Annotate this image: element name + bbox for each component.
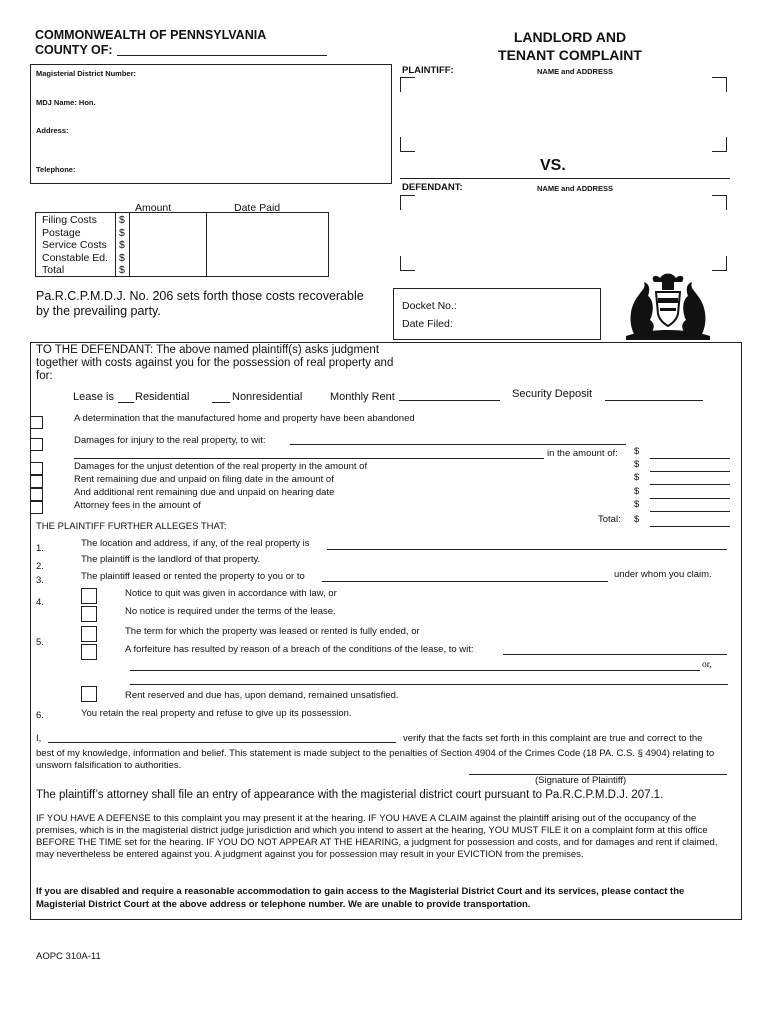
detention-amount-field[interactable] xyxy=(650,471,730,472)
attorney-fees-checkbox[interactable] xyxy=(30,501,43,514)
in-amount-of-label: in the amount of: xyxy=(547,448,618,459)
verification-i: I, xyxy=(36,733,42,744)
dollar-sign: $ xyxy=(634,446,640,457)
address-label: Address: xyxy=(36,126,69,135)
mdj-name-label: MDJ Name: Hon. xyxy=(36,98,96,107)
damages-injury-checkbox[interactable] xyxy=(30,438,43,451)
plaintiff-field[interactable] xyxy=(400,82,726,148)
alleges-heading: THE PLAINTIFF FURTHER ALLEGES THAT: xyxy=(36,521,227,532)
vs-divider xyxy=(400,178,730,179)
forfeiture-checkbox[interactable] xyxy=(81,644,97,660)
form-title-line1: LANDLORD AND xyxy=(513,29,627,45)
defendant-name-address-label: NAME and ADDRESS xyxy=(537,184,613,193)
defendant-field[interactable] xyxy=(400,200,726,266)
item-number: 2. xyxy=(36,561,44,572)
docket-label: Docket No.: xyxy=(402,300,457,312)
item4a-label: Notice to quit was given in accordance with law, or xyxy=(125,588,337,599)
item1-label: The location and address, if any, of the real property is xyxy=(81,538,310,549)
cost-row-label: Total xyxy=(42,264,65,276)
injury-amount-field[interactable] xyxy=(650,458,730,459)
monthly-rent-label: Monthly Rent xyxy=(330,391,395,403)
cost-row-label: Postage xyxy=(42,226,81,239)
residential-label: Residential xyxy=(135,391,190,403)
rent-due-label: Rent remaining due and unpaid on filing date in the amount of xyxy=(74,474,334,485)
dollar-sign: $ xyxy=(634,499,640,510)
abandoned-label: A determination that the manufactured home and property have been abandoned xyxy=(74,413,415,424)
court-info-box xyxy=(30,64,392,184)
forfeiture-reason-field-2[interactable] xyxy=(130,670,700,671)
county-label: COUNTY OF: xyxy=(35,43,113,57)
security-deposit-field[interactable] xyxy=(605,400,703,401)
nonresidential-blank[interactable] xyxy=(212,402,230,403)
item5a-label: The term for which the property was leased or rented is fully ended, or xyxy=(125,626,420,637)
unjust-detention-checkbox[interactable] xyxy=(30,462,43,475)
no-notice-checkbox[interactable] xyxy=(81,606,97,622)
cost-amount-fields[interactable] xyxy=(130,213,206,274)
attorney-notice: The plaintiff’s attorney shall file an entry of appearance with the magisterial district court pursuant to Pa.R.C.P.M.D.J. 207.1. xyxy=(36,789,664,801)
additional-rent-label: And additional rent remaining due and unpaid on hearing date xyxy=(74,487,335,498)
item5b-label: A forfeiture has resulted by reason of a breach of the conditions of the lease, to wit: xyxy=(125,644,474,655)
item6-label: You retain the real property and refuse to give up its possession. xyxy=(81,708,352,719)
complaint-intro: TO THE DEFENDANT: The above named plaintiff(s) asks judgment together with costs against you for the possession of real property and for: xyxy=(36,344,394,382)
docket-box xyxy=(393,288,601,340)
cost-row-label: Constable Ed. xyxy=(42,251,108,264)
vs-label: VS. xyxy=(540,157,566,174)
item-number: 3. xyxy=(36,575,44,586)
or-label: or, xyxy=(702,660,712,670)
pennsylvania-seal-icon xyxy=(620,270,716,340)
item3-end-label: under whom you claim. xyxy=(614,569,712,580)
defendant-label: DEFENDANT: xyxy=(402,182,463,193)
damages-injury-field[interactable] xyxy=(290,444,626,445)
verification-text: best of my knowledge, information and belief. This statement is made subject to the penalties of Section 4904 of the Crimes Code (18 PA. C.S. § 4904) relating to unsworn falsification to authorities. xyxy=(36,748,715,771)
amount-header: Amount xyxy=(135,202,172,214)
defense-notice: IF YOU HAVE A DEFENSE to this complaint you may present it at the hearing. IF YOU HAVE A CLAIM against the plaintiff arising out of the occupancy of the premises, which is in the magisterial district judge jurisdiction and which you intend to assert at the hearing, YOU MUST FILE it on a complaint form at this office BEFORE THE TIME set for the hearing. IF YOU DO NOT APPEAR AT THE HEARING, a judgment for possession and costs, and for damages and rent if claimed, may nevertheless be entered against you. A judgment against you for possession may result in your EVICTION from the premises. xyxy=(36,813,718,860)
dollar-sign: $ xyxy=(634,472,640,483)
dollar-sign: $ xyxy=(634,514,640,525)
cost-date-paid-fields[interactable] xyxy=(207,213,326,274)
disability-notice: If you are disabled and require a reasonable accommodation to gain access to the Magisterial District Court and its services, please contact the Magisterial District Court at the above address or telephone number. We are unable to provide transportation. xyxy=(36,886,685,910)
verify-label: verify that the facts set forth in this complaint are true and correct to the xyxy=(403,733,703,744)
costs-rule-note: Pa.R.C.P.M.D.J. No. 206 sets forth those costs recoverable by the prevailing party. xyxy=(36,289,364,318)
cost-dollars xyxy=(119,214,125,277)
lease-is-label: Lease is xyxy=(73,391,114,403)
dollar-sign: $ xyxy=(119,226,125,239)
rent-unsatisfied-checkbox[interactable] xyxy=(81,686,97,702)
notice-given-checkbox[interactable] xyxy=(81,588,97,604)
dollar-sign: $ xyxy=(119,264,125,276)
item-number: 6. xyxy=(36,710,44,721)
forfeiture-reason-field-3[interactable] xyxy=(130,684,728,685)
date-filed-label: Date Filed: xyxy=(402,318,453,330)
damages-injury-field-2[interactable] xyxy=(74,458,544,459)
attorney-fees-amount-field[interactable] xyxy=(650,511,730,512)
forfeiture-reason-field[interactable] xyxy=(503,654,727,655)
plaintiff-name-address-label: NAME and ADDRESS xyxy=(537,67,613,76)
plaintiff-name-field[interactable] xyxy=(48,742,396,743)
residential-blank[interactable] xyxy=(118,402,134,403)
nonresidential-label: Nonresidential xyxy=(232,391,303,403)
term-ended-checkbox[interactable] xyxy=(81,626,97,642)
item-number: 4. xyxy=(36,597,44,608)
cost-row-label: Service Costs xyxy=(42,239,107,251)
dollar-sign: $ xyxy=(634,486,640,497)
telephone-label: Telephone: xyxy=(36,165,76,174)
total-amount-field[interactable] xyxy=(650,526,730,527)
county-field[interactable] xyxy=(117,55,327,56)
cost-row-label: Filing Costs xyxy=(42,214,97,226)
signature-label: (Signature of Plaintiff) xyxy=(535,775,627,786)
form-id: AOPC 310A-11 xyxy=(36,951,101,962)
attorney-fees-label: Attorney fees in the amount of xyxy=(74,500,201,511)
dollar-sign: $ xyxy=(634,459,640,470)
district-number-label: Magisterial District Number: xyxy=(36,69,137,78)
form-title xyxy=(470,28,670,64)
dollar-sign: $ xyxy=(119,251,125,264)
commonwealth-heading: COMMONWEALTH OF PENNSYLVANIA xyxy=(35,28,267,42)
item4b-label: No notice is required under the terms of the lease. xyxy=(125,606,336,617)
unjust-detention-label: Damages for the unjust detention of the real property in the amount of xyxy=(74,461,368,472)
date-paid-header: Date Paid xyxy=(234,202,281,214)
cost-labels xyxy=(42,214,108,277)
rent-due-checkbox[interactable] xyxy=(30,475,43,488)
tenant-name-field[interactable] xyxy=(322,581,608,582)
item3-label: The plaintiff leased or rented the property to you or to xyxy=(81,571,305,582)
item-number: 5. xyxy=(36,637,44,648)
abandoned-checkbox[interactable] xyxy=(30,416,43,429)
item2-label: The plaintiff is the landlord of that property. xyxy=(81,554,261,565)
security-deposit-label: Security Deposit xyxy=(512,388,593,400)
property-location-field[interactable] xyxy=(327,549,727,550)
item5c-label: Rent reserved and due has, upon demand, remained unsatisfied. xyxy=(125,690,399,701)
dollar-sign: $ xyxy=(119,214,125,226)
item-number: 1. xyxy=(36,543,44,554)
monthly-rent-field[interactable] xyxy=(399,400,500,401)
total-label: Total: xyxy=(598,514,621,525)
damages-injury-label: Damages for injury to the real property, to wit: xyxy=(74,435,266,446)
form-title-line2: TENANT COMPLAINT xyxy=(498,47,642,63)
plaintiff-label: PLAINTIFF: xyxy=(402,65,454,76)
rent-due-amount-field[interactable] xyxy=(650,484,730,485)
dollar-sign: $ xyxy=(119,239,125,251)
additional-rent-checkbox[interactable] xyxy=(30,488,43,501)
additional-rent-amount-field[interactable] xyxy=(650,498,730,499)
